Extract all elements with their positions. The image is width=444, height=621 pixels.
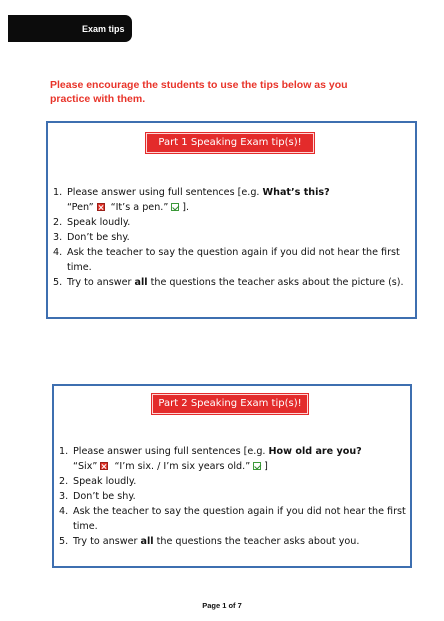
part2-tips-box [52, 384, 412, 568]
list-item: 1. Please answer using full sentences [e.g. What’s this? “Pen” “It’s a pen.” ]. [53, 187, 330, 213]
list-item: 3. Don’t be shy. [53, 232, 130, 243]
list-item: 1. Please answer using full sentences [e.g. How old are you? “Six” “I’m six. / I’m six years old.” ] [59, 446, 362, 472]
list-item: 2. Speak loudly. [53, 217, 131, 228]
list-item: 4. Ask the teacher to say the question again if you did not hear the first time. [59, 506, 406, 532]
page-footer: Page 1 of 7 [202, 601, 242, 610]
part1-tips-box [46, 121, 417, 319]
correct-check-icon [171, 203, 179, 211]
exam-tips-label: Exam tips [82, 24, 125, 34]
part1-tips-list [53, 185, 413, 290]
list-item: 3. Don’t be shy. [59, 491, 136, 502]
list-item: 5. Try to answer all the questions the teacher asks about you. [59, 536, 360, 547]
part2-header: Part 2 Speaking Exam tip(s)! [152, 394, 308, 414]
correct-check-icon [253, 462, 261, 470]
list-item: 2. Speak loudly. [59, 476, 137, 487]
part1-header: Part 1 Speaking Exam tip(s)! [146, 133, 314, 153]
teacher-instruction: Please encourage the students to use the tips below as you practice with them. [50, 79, 348, 105]
wrong-x-icon [97, 203, 105, 211]
list-item: 5. Try to answer all the questions the teacher asks about the picture (s). [53, 277, 404, 288]
list-item: 4. Ask the teacher to say the question again if you did not hear the first time. [53, 247, 400, 273]
exam-tips-tab [8, 15, 132, 42]
part2-tips-list [59, 444, 409, 549]
wrong-x-icon [100, 462, 108, 470]
